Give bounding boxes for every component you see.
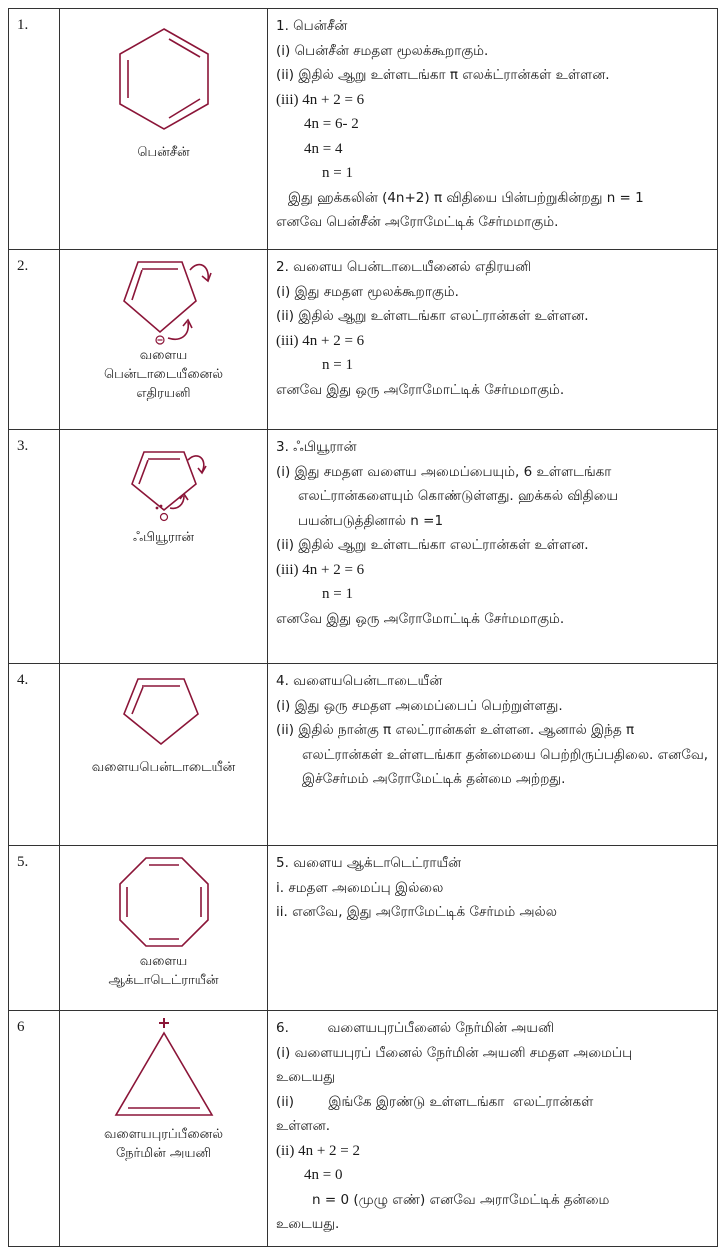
cyclopentadiene-icon xyxy=(104,674,224,754)
label-line: எதிரயனி xyxy=(136,386,191,401)
description-cell xyxy=(268,1011,718,1247)
line: n = 0 (முழு எண்) எனவே அராமேட்டிக் தன்மை xyxy=(312,1191,610,1208)
line: (i) இது சமதள வளைய அமைப்பையும், 6 உள்ளடங்கா எலட்ரான்களையும் கொண்டுள்ளது. ஹக்கல் விதியை பயன்படுத்தினால் n =1 xyxy=(276,463,619,529)
structure-cell xyxy=(60,846,268,1011)
line: 4. வளையபென்டாடையீன் xyxy=(276,673,443,689)
description-cell xyxy=(268,430,718,664)
label-line: வளையபுரப்பீனைல் xyxy=(103,1127,224,1142)
structure-cell xyxy=(60,9,268,250)
structure-cell xyxy=(60,664,268,846)
structure-cell xyxy=(60,250,268,430)
line: எனவே இது ஒரு அரோமோட்டிக் சேர்மமாகும். xyxy=(276,381,565,398)
table-row xyxy=(9,664,718,846)
cyclooctatetraene-icon xyxy=(104,854,224,950)
line: (ii) இதில் ஆறு உள்ளடங்கா எலட்ரான்கள் உள்ளன. xyxy=(276,537,589,553)
line: n = 1 xyxy=(322,586,353,602)
row-number: 3. xyxy=(9,430,60,664)
row-number: 5. xyxy=(9,846,60,1011)
line: எனவே இது ஒரு அரோமோட்டிக் சேர்மமாகும். xyxy=(276,610,565,627)
label-line: வளைய xyxy=(139,348,188,363)
structure-label xyxy=(60,952,267,990)
line: 5. வளைய ஆக்டாடெட்ராயீன் xyxy=(276,855,462,871)
structure-label xyxy=(60,346,267,403)
line: (ii) இதில் நான்கு π எலட்ரான்கள் உள்ளன. ஆனால் இந்த π எலட்ரான்கள் உள்ளடங்கா தன்மையை பெற்றிருப்பதிலை. எனவே, இச்சேர்மம் அரோமேட்டிக் தன்மை அற்றது. xyxy=(276,722,709,787)
table-row xyxy=(9,250,718,430)
line: (ii) 4n + 2 = 2 xyxy=(276,1142,360,1159)
line: (ii) இதில் ஆறு உள்ளடங்கா π எலக்ட்ரான்கள் உள்ளன. xyxy=(276,67,610,83)
label-line: ஆக்டாடெட்ராயீன் xyxy=(108,973,219,988)
line: உள்ளன. xyxy=(276,1118,330,1134)
table-row xyxy=(9,9,718,250)
table-row xyxy=(9,1011,718,1247)
row-number: 4. xyxy=(9,664,60,846)
benzene-ring-icon xyxy=(104,21,224,131)
description-cell xyxy=(268,664,718,846)
structure-cell xyxy=(60,430,268,664)
line: 4n = 4 xyxy=(304,140,343,157)
label-line: நேர்மின் அயனி xyxy=(115,1146,212,1161)
line: 1. பென்சீன் xyxy=(276,18,348,34)
line: n = 1 xyxy=(322,357,353,373)
line: 4n = 0 xyxy=(304,1167,343,1183)
structure-label: வளையபென்டாடையீன் xyxy=(91,760,236,775)
line: (iii) 4n + 2 = 6 xyxy=(276,91,365,108)
line: (ii) இங்கே இரண்டு உள்ளடங்கா எலட்ரான்கள் xyxy=(276,1093,594,1110)
line: (iii) 4n + 2 = 6 xyxy=(276,332,365,349)
line: (i) வளையபுரப் பீனைல் நேர்மின் அயனி சமதள அமைப்பு xyxy=(276,1044,633,1061)
line: n = 1 xyxy=(322,165,353,181)
structure-label xyxy=(60,1125,267,1163)
row-number: 6 xyxy=(9,1011,60,1247)
line: 6. வளையபுரப்பீனைல் நேர்மின் அயனி xyxy=(276,1020,555,1036)
line: ii. எனவே, இது அரோமேட்டிக் சேர்மம் அல்ல xyxy=(276,904,557,920)
line: (i) இது ஒரு சமதள அமைப்பைப் பெற்றுள்ளது. xyxy=(276,697,563,714)
table-row xyxy=(9,430,718,664)
label-line: வளைய xyxy=(139,954,188,969)
description-cell xyxy=(268,846,718,1011)
row-number: 1. xyxy=(9,9,60,250)
line: இது ஹக்கலின் (4n+2) π விதியை பின்பற்றுகின்றது n = 1 xyxy=(288,189,644,206)
cyclopentadienyl-anion-icon xyxy=(104,256,224,346)
line: (i) பென்சீன் சமதள மூலக்கூறாகும். xyxy=(276,42,489,59)
furan-icon xyxy=(104,448,224,528)
structure-cell xyxy=(60,1011,268,1247)
line: உடையது xyxy=(276,1069,336,1085)
structure-label: பென்சீன் xyxy=(137,145,190,160)
aromaticity-table xyxy=(8,8,718,1247)
description-cell xyxy=(268,250,718,430)
row-number: 2. xyxy=(9,250,60,430)
line: (iii) 4n + 2 = 6 xyxy=(276,561,365,578)
line: (ii) இதில் ஆறு உள்ளடங்கா எலட்ரான்கள் உள்ளன. xyxy=(276,308,589,324)
line: i. சமதள அமைப்பு இல்லை xyxy=(276,879,444,896)
structure-label: ஃபியூரான் xyxy=(132,530,195,545)
cyclopropenyl-cation-icon xyxy=(104,1017,224,1121)
table-row xyxy=(9,846,718,1011)
label-line: பென்டாடையீனைல் xyxy=(103,367,224,382)
line: உடையது. xyxy=(276,1216,340,1232)
line: (i) இது சமதள மூலக்கூறாகும். xyxy=(276,283,459,300)
line: 3. ஃபியூரான் xyxy=(276,439,357,455)
line: 2. வளைய பென்டாடையீனைல் எதிரயனி xyxy=(276,259,532,275)
description-cell xyxy=(268,9,718,250)
line: 4n = 6- 2 xyxy=(304,116,359,132)
line: எனவே பென்சீன் அரோமேட்டிக் சேர்மமாகும். xyxy=(276,214,559,230)
